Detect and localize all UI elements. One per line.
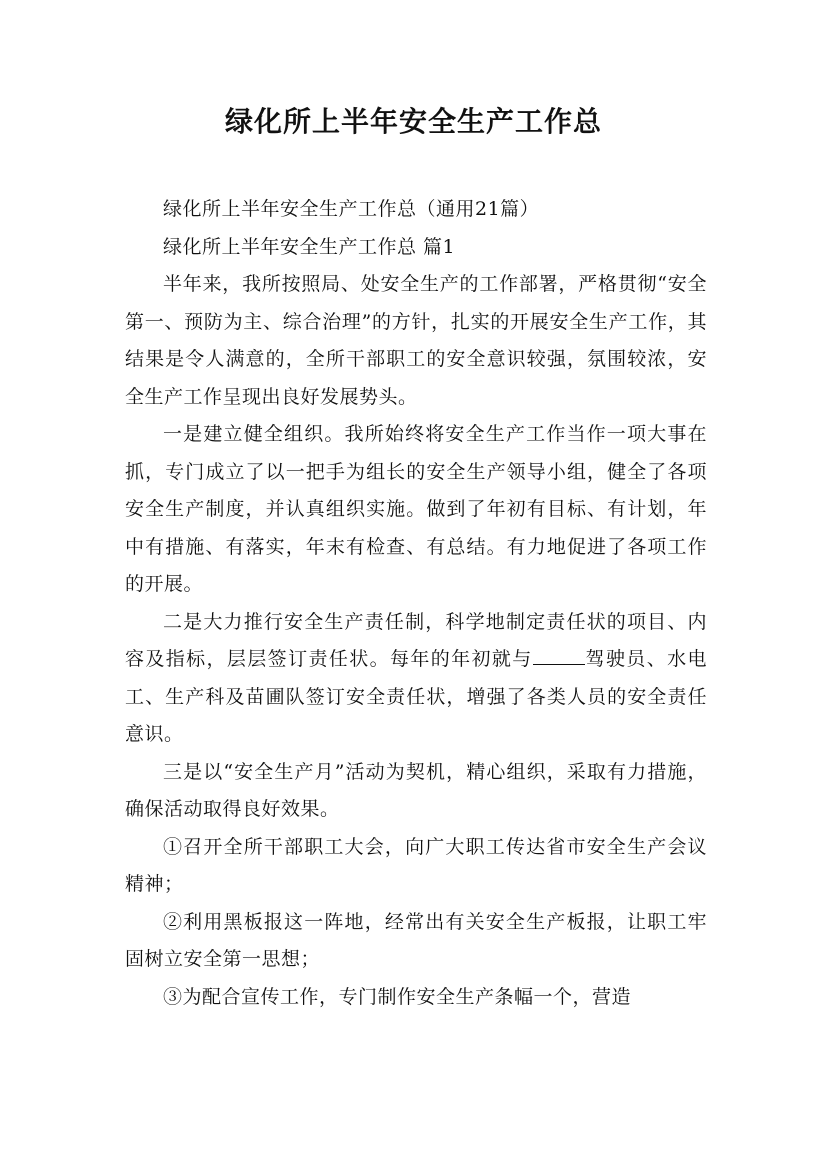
paragraph-responsibility-part1: 二是大力推行安全生产责任制，科学地制定责任状的项目、内容及指标，层层签订责任状。每年的年初就与	[125, 610, 707, 670]
document-body	[125, 191, 707, 1016]
list-item-banner: ③为配合宣传工作，专门制作安全生产条幅一个，营造	[163, 985, 632, 1008]
paragraph-safety-month: 三是以“安全生产月”活动为契机，精心组织，采取有力措施，确保活动取得良好效果。	[125, 760, 707, 820]
list-item-blackboard: ②利用黑板报这一阵地，经常出有关安全生产板报，让职工牢固树立安全第一思想；	[125, 910, 707, 970]
paragraph-responsibility-part2: 驾驶员、水电工、生产科及苗圃队签订安全责任状，增强了各类人员的安全责任意识。	[125, 648, 707, 745]
document-subtitle: 绿化所上半年安全生产工作总（通用21篇）	[163, 198, 540, 220]
fill-in-blank	[533, 646, 585, 665]
section-heading: 绿化所上半年安全生产工作总 篇1	[163, 235, 456, 258]
paragraph-intro: 半年来，我所按照局、处安全生产的工作部署，严格贯彻“安全第一、预防为主、综合治理”的方针，扎实的开展安全生产工作，其结果是令人满意的，全所干部职工的安全意识较强，氛围较浓，安全生产工作呈现出良好发展势头。	[125, 273, 707, 408]
list-item-meeting: ①召开全所干部职工大会，向广大职工传达省市安全生产会议精神；	[125, 835, 707, 895]
paragraph-organization: 一是建立健全组织。我所始终将安全生产工作当作一项大事在抓，专门成立了以一把手为组长的安全生产领导小组，健全了各项安全生产制度，并认真组织实施。做到了年初有目标、有计划，年中有措施、有落实，年末有检查、有总结。有力地促进了各项工作的开展。	[125, 423, 707, 595]
paragraph-responsibility	[125, 604, 707, 754]
document-title: 绿化所上半年安全生产工作总	[224, 105, 602, 138]
